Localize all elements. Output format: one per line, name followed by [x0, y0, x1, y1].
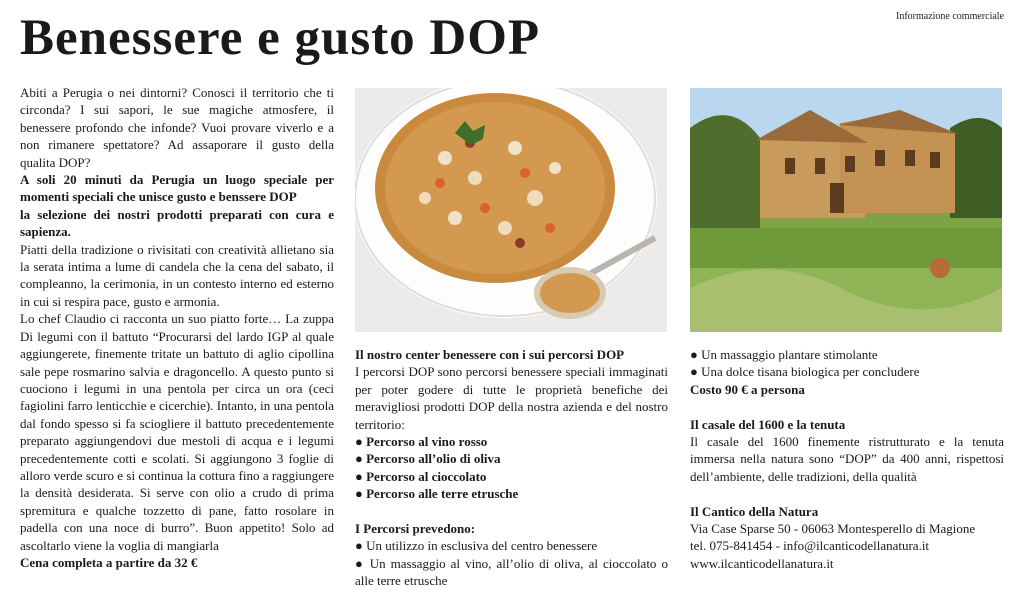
page-title: Benessere e gusto DOP	[20, 10, 541, 66]
article-paragraph: A soli 20 minuti da Perugia un luogo speciale per momenti speciali che unisce gusto e benssere DOP	[20, 172, 334, 205]
contact-phone-email: tel. 075-841454 - info@ilcanticodellanatura.it	[690, 538, 930, 554]
prevedono-item: ● Un utilizzo in esclusiva del centro benessere	[355, 537, 668, 554]
article-paragraph: Abiti a Perugia o nei dintorni? Conosci il territorio che ti circonda? I sui sapori, le sue magiche atmosfere, il benessere profondo che infonde? Vuoi provare viverlo e a non rimanere spettatore? Ad assaporare il gusto della qualita DOP?	[20, 85, 334, 170]
prevedono-heading: I Percorsi prevedono:	[355, 521, 476, 537]
price-line: Costo 90 € a persona	[690, 381, 805, 397]
article-paragraph: Piatti della tradizione o rivisitati con creatività allietano sia la serata intima a lume di candela che la cena del sabato, il compleanno, la cerimonia, in un contesto interno ed esterno in cui si respira pace, gusto e armonia.	[20, 241, 334, 309]
soup-image	[355, 88, 667, 332]
contact-name: Il Cantico della Natura	[690, 503, 819, 519]
contact-address: Via Case Sparse 50 - 06063 Montesperello di Magione	[690, 521, 976, 537]
article-paragraph: la selezione dei nostri prodotti preparati con cura e sapienza.	[20, 206, 334, 240]
wellness-heading: Il nostro center benessere con i sui percorsi DOP	[355, 347, 625, 362]
wellness-intro: I percorsi DOP sono percorsi benessere speciali immaginati per poter godere di tutte le proprietà benefiche dei meravigliosi prodotti DOP della nostra azienda e del nostro territorio:	[355, 364, 668, 432]
article-column-3	[690, 346, 1004, 572]
farmhouse-image	[690, 88, 1002, 332]
soup-photo	[355, 88, 667, 332]
percorso-item: ● Percorso al vino rosso	[355, 433, 668, 450]
contact-website: www.ilcanticodellanatura.it	[690, 555, 834, 571]
prevedono-item: ● Una dolce tisana biologica per concludere	[690, 363, 1004, 380]
article-paragraph: Lo chef Claudio ci racconta un suo piatto forte… La zuppa Di legumi con il battuto “Procurarsi del lardo IGP al quale aggiungerete, finemente tritate un battuto di aglio cipollina sale pepe rosmarino salvia e dragoncello. A questo punto si cuociono i legumi in una pentola per circa un ora (ceci fagiolini farro lenticchie e cicerchie). Intanto, in una pentola dal fondo spesso si fa sciogliere il battuto precedentemente preparato aggiungendovi due mestoli di acqua e i legumi precedentemente cotti e scolati. Si aggiungono 3 foglie di alloro verde scuro e si continua la cottura fino a raggiungere la densità desiderata. Si serve con olio a crudo di prima spremitura e qualche tozzetto di pane, fatto rosolare in padella con una noce di burro”. Buon appetito! Solo ad ascoltarlo viene la voglia di mangiarla	[20, 311, 334, 553]
article-column-1	[20, 84, 334, 571]
casale-text: Il casale del 1600 finemente ristrutturato e la tenuta immersa nella natura sono “DOP” da 400 anni, rispettosi dell’ambiente, delle tradizioni, della qualità	[690, 434, 1004, 484]
article-column-2	[355, 346, 668, 590]
percorso-item: ● Percorso all’olio di oliva	[355, 450, 668, 467]
prevedono-item: ● Un massaggio al vino, all’olio di oliva, al cioccolato o alle terre etrusche	[355, 555, 668, 590]
casale-heading: Il casale del 1600 e la tenuta	[690, 416, 846, 432]
article-paragraph: Cena completa a partire da 32 €	[20, 554, 198, 570]
prevedono-item: ● Un massaggio plantare stimolante	[690, 346, 1004, 363]
farmhouse-photo	[690, 88, 1002, 332]
advertorial-tag: Informazione commerciale	[896, 11, 1004, 22]
percorso-item: ● Percorso alle terre etrusche	[355, 485, 668, 502]
percorso-item: ● Percorso al cioccolato	[355, 468, 668, 485]
